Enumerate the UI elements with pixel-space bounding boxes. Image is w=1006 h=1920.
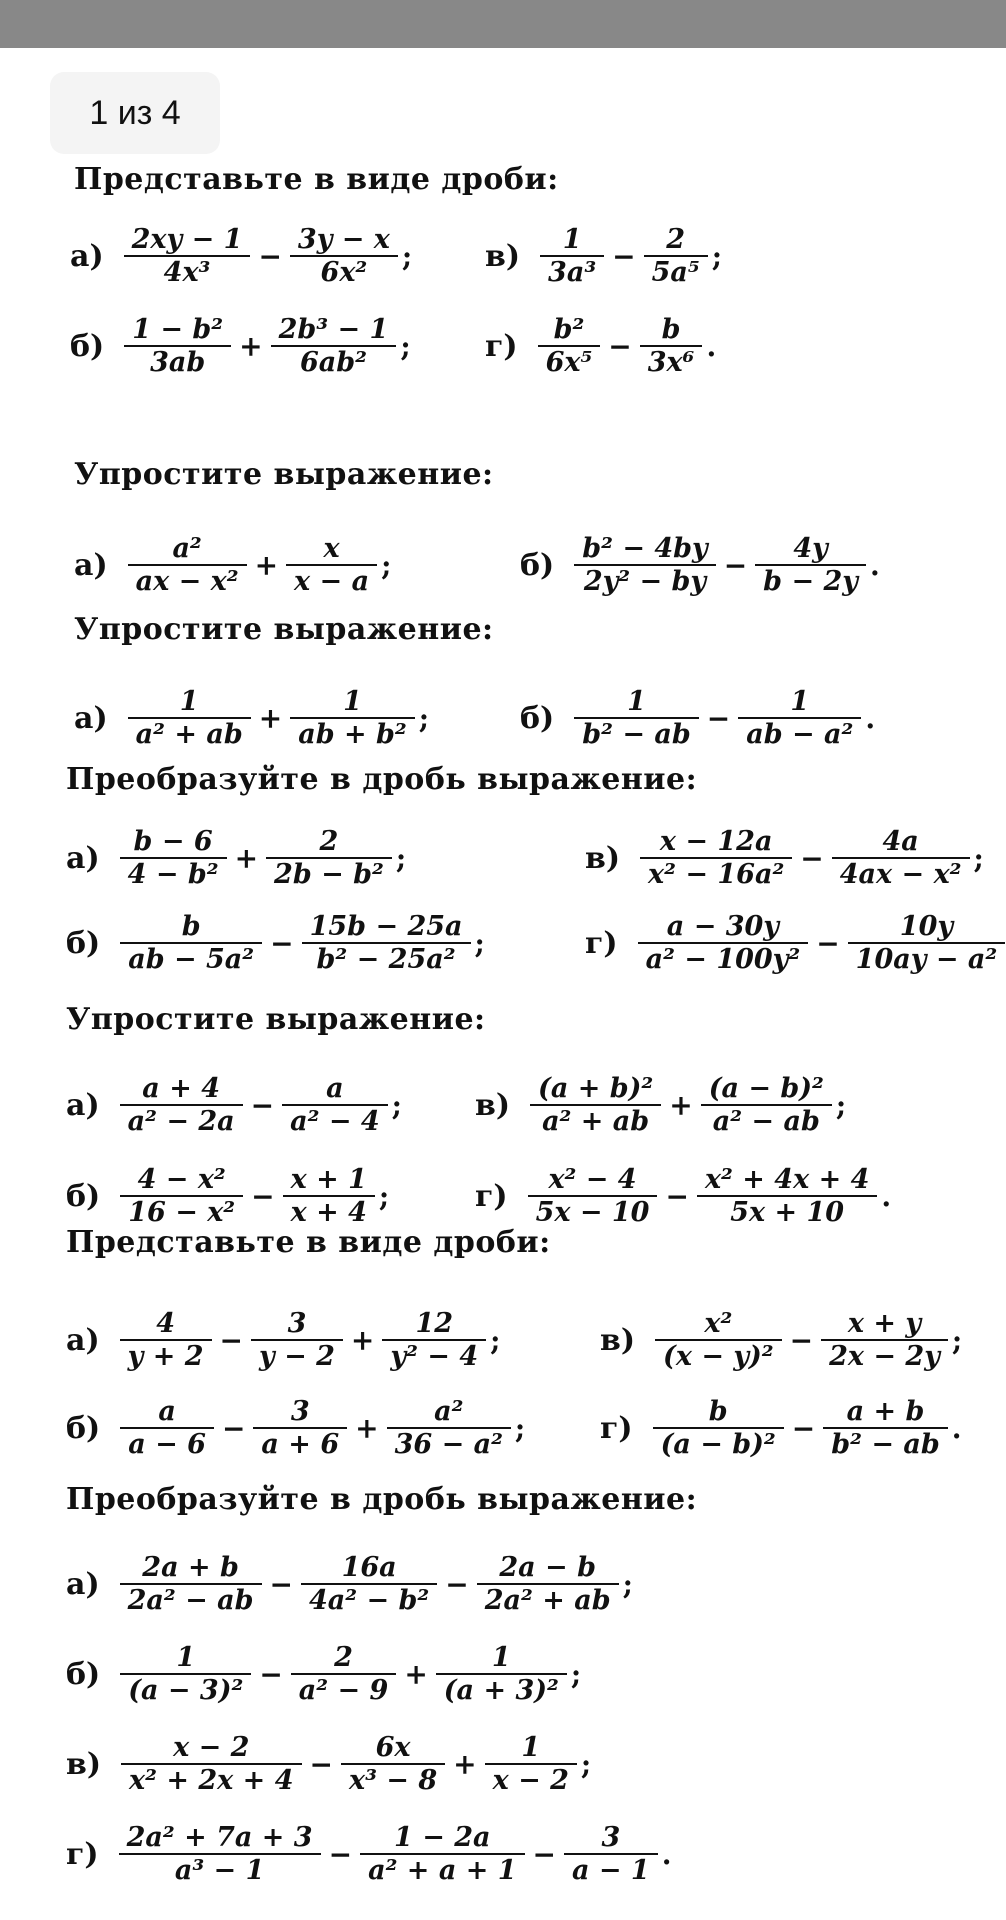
fraction [655, 1308, 782, 1372]
fraction [290, 224, 398, 288]
operator-sign: − [612, 239, 636, 273]
operator-sign: − [791, 1411, 816, 1445]
fraction-denominator: b − 2y [763, 566, 858, 598]
fraction [821, 1308, 948, 1372]
section-heading: Упростите выражение: [66, 1002, 486, 1037]
exercise-item [66, 1822, 671, 1886]
fraction [360, 1822, 524, 1886]
section-heading: Представьте в виде дроби: [66, 1225, 551, 1260]
fraction-denominator: b² − ab [831, 1429, 940, 1461]
item-label: г) [66, 1836, 99, 1872]
fraction-denominator: a² + a + 1 [368, 1855, 517, 1887]
fraction [301, 1552, 437, 1616]
fraction-numerator: a² [172, 533, 202, 564]
fraction [302, 911, 471, 975]
fraction-denominator: a² + ab [135, 719, 243, 751]
exercise-item [600, 1396, 961, 1460]
operator-sign: − [608, 329, 632, 363]
fraction-denominator: a² − 100y² [645, 944, 801, 976]
fraction-denominator: 36 − a² [394, 1429, 503, 1461]
fraction-numerator: 2b³ − 1 [278, 314, 389, 345]
operator-sign: − [258, 239, 282, 273]
fraction-denominator: 2a² − ab [127, 1585, 254, 1617]
fraction [528, 1164, 658, 1228]
item-label: а) [74, 547, 108, 583]
end-punctuation: ; [622, 1567, 633, 1601]
fraction-denominator: ab − a² [746, 719, 854, 751]
fraction [755, 533, 866, 597]
fraction-denominator: x² + 2x + 4 [129, 1765, 294, 1797]
fraction [124, 314, 231, 378]
exercise-item [585, 826, 984, 890]
item-label: а) [74, 700, 108, 736]
fraction [574, 533, 715, 597]
end-punctuation: ; [711, 239, 723, 273]
operator-sign: − [259, 1657, 283, 1691]
item-label: б) [66, 925, 101, 961]
operator-sign: − [665, 1179, 689, 1213]
fraction-denominator: 4ax − x² [839, 859, 962, 891]
fraction-denominator: a + 6 [261, 1429, 340, 1461]
fraction-denominator: x − a [294, 566, 370, 598]
fraction [574, 686, 699, 750]
operator-sign: − [532, 1837, 556, 1871]
fraction-denominator: (a − 3)² [128, 1675, 244, 1707]
exercise-item [520, 533, 880, 597]
fraction-numerator: 16a [341, 1552, 397, 1583]
item-label: а) [66, 840, 100, 876]
fraction-numerator: x [323, 533, 340, 564]
fraction-numerator: 1 [179, 686, 199, 717]
item-label: в) [485, 238, 521, 274]
end-punctuation: ; [391, 1088, 403, 1122]
fraction [832, 826, 970, 890]
fraction [128, 533, 247, 597]
exercise-item [70, 314, 411, 378]
end-punctuation: ; [378, 1179, 390, 1213]
item-label: б) [66, 1656, 101, 1692]
operator-sign: + [258, 701, 283, 735]
operator-sign: − [251, 1179, 275, 1213]
fraction-numerator: 1 [176, 1642, 196, 1673]
fraction-numerator: 3 [601, 1822, 621, 1853]
fraction-denominator: x − 2 [492, 1765, 569, 1797]
end-punctuation: ; [400, 329, 411, 363]
fraction-numerator: 1 [491, 1642, 511, 1673]
section-heading: Упростите выражение: [74, 457, 494, 492]
fraction-denominator: 4 − b² [127, 859, 219, 891]
fraction-numerator: b [708, 1396, 728, 1427]
fraction [485, 1732, 577, 1796]
fraction-numerator: x − 12a [659, 826, 773, 857]
fraction [253, 1396, 347, 1460]
item-label: г) [485, 328, 518, 364]
operator-sign: − [723, 548, 748, 582]
fraction-numerator: 1 − 2a [394, 1822, 491, 1853]
fraction-denominator: 2a² + ab [484, 1585, 611, 1617]
fraction-denominator: 6x² [320, 257, 368, 289]
fraction-numerator: 1 − b² [132, 314, 224, 345]
page-indicator: 1 из 4 [50, 72, 220, 154]
fraction [120, 1396, 214, 1460]
fraction [341, 1732, 445, 1796]
item-label: а) [66, 1087, 100, 1123]
exercise-item [74, 686, 429, 750]
fraction [738, 686, 861, 750]
operator-sign: + [239, 329, 263, 363]
exercise-item [66, 1552, 633, 1616]
fraction-denominator: 5x + 10 [730, 1197, 845, 1229]
exercise-item [520, 686, 875, 750]
operator-sign: − [328, 1837, 353, 1871]
fraction-denominator: (x − y)² [663, 1341, 774, 1373]
fraction-numerator: 12 [415, 1308, 454, 1339]
fraction-denominator: 4x³ [163, 257, 211, 289]
fraction [701, 1073, 832, 1137]
fraction-numerator: x² + 4x + 4 [704, 1164, 870, 1195]
operator-sign: − [250, 1088, 275, 1122]
fraction-denominator: 6ab² [299, 347, 367, 379]
section-heading: Упростите выражение: [74, 612, 494, 647]
fraction-numerator: 3 [290, 1396, 310, 1427]
operator-sign: − [800, 841, 824, 875]
fraction-numerator: 1 [627, 686, 646, 717]
fraction [282, 1073, 388, 1137]
operator-sign: − [789, 1323, 814, 1357]
fraction [271, 314, 397, 378]
fraction-denominator: 2y² − by [583, 566, 707, 598]
fraction [251, 1308, 343, 1372]
exercise-item [70, 224, 412, 288]
fraction-numerator: 2a² + 7a + 3 [126, 1822, 313, 1853]
item-label: г) [600, 1410, 633, 1446]
fraction-numerator: b² [553, 314, 585, 345]
section-heading: Преобразуйте в дробь выражение: [66, 1482, 698, 1517]
item-label: б) [66, 1410, 101, 1446]
exercise-item [485, 314, 716, 378]
exercise-item [66, 911, 485, 975]
fraction-numerator: 2 [319, 826, 339, 857]
operator-sign: − [309, 1747, 333, 1781]
fraction-denominator: y − 2 [259, 1341, 335, 1373]
fraction-numerator: b − 6 [133, 826, 213, 857]
fraction-numerator: 1 [343, 686, 362, 717]
operator-sign: − [270, 926, 294, 960]
fraction-numerator: 1 [790, 686, 810, 717]
end-punctuation: . [865, 701, 876, 735]
fraction-denominator: a³ − 1 [174, 1855, 265, 1887]
fraction-numerator: b² − 4by [582, 533, 708, 564]
fraction-denominator: (a + 3)² [443, 1675, 559, 1707]
item-label: г) [475, 1178, 508, 1214]
end-punctuation: ; [401, 239, 413, 273]
item-label: а) [66, 1566, 100, 1602]
fraction [290, 686, 415, 750]
end-punctuation: . [661, 1837, 672, 1871]
fraction-denominator: 5a⁵ [651, 257, 700, 289]
end-punctuation: ; [835, 1088, 847, 1122]
item-label: г) [585, 925, 618, 961]
item-label: а) [66, 1322, 100, 1358]
fraction [128, 686, 251, 750]
exercise-item [475, 1073, 846, 1137]
fraction-denominator: a² − 4 [290, 1106, 380, 1138]
fraction-denominator: x³ − 8 [348, 1765, 438, 1797]
fraction [477, 1552, 619, 1616]
fraction-numerator: x + y [847, 1308, 922, 1339]
fraction [283, 1164, 375, 1228]
item-label: б) [520, 547, 555, 583]
fraction-numerator: 4 [156, 1308, 175, 1339]
fraction [823, 1396, 948, 1460]
item-label: в) [585, 840, 621, 876]
fraction-numerator: 2xy − 1 [131, 224, 243, 255]
fraction [291, 1642, 397, 1706]
exercise-item [66, 1642, 581, 1706]
fraction [564, 1822, 658, 1886]
fraction [640, 314, 703, 378]
fraction [697, 1164, 877, 1228]
end-punctuation: ; [514, 1411, 526, 1445]
item-label: б) [66, 1178, 101, 1214]
fraction-numerator: 1 [562, 224, 582, 255]
fraction-denominator: 16 − x² [128, 1197, 236, 1229]
fraction-denominator: 4a² − b² [309, 1585, 430, 1617]
exercise-item [66, 1164, 389, 1228]
fraction-denominator: a² − 2a [127, 1106, 235, 1138]
end-punctuation: ; [973, 841, 984, 875]
fraction-numerator: x + 1 [290, 1164, 367, 1195]
operator-sign: + [234, 841, 259, 875]
end-punctuation: ; [381, 548, 392, 582]
fraction-numerator: 3 [287, 1308, 307, 1339]
fraction [530, 1073, 661, 1137]
fraction [387, 1396, 511, 1460]
fraction [538, 314, 601, 378]
operator-sign: + [669, 1088, 693, 1122]
fraction [120, 1073, 243, 1137]
fraction [120, 1642, 251, 1706]
fraction [653, 1396, 784, 1460]
exercise-item [585, 911, 1006, 975]
item-label: в) [600, 1322, 636, 1358]
fraction [540, 224, 604, 288]
fraction [848, 911, 1006, 975]
end-punctuation: . [706, 329, 717, 363]
fraction-denominator: 3x⁶ [647, 347, 695, 379]
end-punctuation: ; [395, 841, 407, 875]
fraction-denominator: ab + b² [298, 719, 407, 751]
operator-sign: + [355, 1411, 379, 1445]
operator-sign: + [350, 1323, 375, 1357]
fraction-numerator: a + b [846, 1396, 925, 1427]
fraction-denominator: a² − 9 [298, 1675, 389, 1707]
fraction [124, 224, 251, 288]
fraction-numerator: 4 − x² [137, 1164, 226, 1195]
fraction-numerator: 6x [375, 1732, 411, 1763]
operator-sign: − [816, 926, 840, 960]
fraction [644, 224, 708, 288]
end-punctuation: ; [418, 701, 430, 735]
fraction-numerator: 2a + b [142, 1552, 239, 1583]
operator-sign: − [706, 701, 731, 735]
operator-sign: − [445, 1567, 469, 1601]
fraction-numerator: a² [434, 1396, 464, 1427]
exercise-item [74, 533, 391, 597]
fraction-numerator: 2 [666, 224, 686, 255]
section-heading: Представьте в виде дроби: [74, 162, 559, 197]
end-punctuation: . [881, 1179, 892, 1213]
fraction-numerator: 3y − x [297, 224, 390, 255]
fraction-denominator: a − 1 [572, 1855, 650, 1887]
fraction-denominator: y + 2 [127, 1341, 204, 1373]
fraction-numerator: 2a − b [499, 1552, 596, 1583]
operator-sign: + [404, 1657, 428, 1691]
fraction-numerator: b [661, 314, 681, 345]
item-label: б) [520, 700, 555, 736]
end-punctuation: ; [474, 926, 485, 960]
fraction [120, 1164, 243, 1228]
operator-sign: − [221, 1411, 246, 1445]
top-toolbar [0, 0, 1006, 48]
exercise-item [66, 826, 406, 890]
fraction [640, 826, 792, 890]
fraction-denominator: (a − b)² [660, 1429, 776, 1461]
end-punctuation: ; [951, 1323, 963, 1357]
fraction-numerator: a [158, 1396, 176, 1427]
fraction-denominator: a − 6 [128, 1429, 206, 1461]
exercise-item [66, 1073, 402, 1137]
end-punctuation: ; [580, 1747, 592, 1781]
fraction-denominator: b² − 25a² [316, 944, 456, 976]
exercise-item [485, 224, 722, 288]
fraction [266, 826, 392, 890]
end-punctuation: . [869, 548, 880, 582]
fraction-denominator: 2b − b² [274, 859, 384, 891]
fraction-numerator: 2 [334, 1642, 353, 1673]
operator-sign: − [269, 1567, 294, 1601]
fraction-denominator: 3ab [150, 347, 206, 379]
fraction-numerator: (a + b)² [538, 1073, 654, 1104]
fraction [382, 1308, 486, 1372]
operator-sign: + [254, 548, 279, 582]
fraction-numerator: 4y [793, 533, 828, 564]
item-label: а) [70, 238, 104, 274]
section-heading: Преобразуйте в дробь выражение: [66, 762, 698, 797]
fraction-numerator: x² − 4 [548, 1164, 637, 1195]
fraction-numerator: 1 [521, 1732, 541, 1763]
fraction-numerator: 4a [882, 826, 919, 857]
exercise-item [66, 1732, 591, 1796]
fraction [120, 1308, 212, 1372]
fraction-numerator: b [181, 911, 201, 942]
fraction-numerator: (a − b)² [708, 1073, 824, 1104]
fraction-denominator: y² − 4 [390, 1341, 479, 1373]
fraction [436, 1642, 567, 1706]
exercise-item [66, 1396, 525, 1460]
fraction [119, 1822, 321, 1886]
fraction-denominator: b² − ab [582, 719, 691, 751]
fraction-numerator: 15b − 25a [309, 911, 463, 942]
fraction-numerator: 10y [899, 911, 954, 942]
fraction [286, 533, 377, 597]
fraction-denominator: x + 4 [290, 1197, 367, 1229]
fraction [121, 1732, 301, 1796]
fraction-denominator: 3a³ [548, 257, 597, 289]
fraction-denominator: x² − 16a² [648, 859, 785, 891]
fraction-denominator: 6x⁵ [545, 347, 593, 379]
exercise-item [600, 1308, 962, 1372]
fraction-numerator: a + 4 [142, 1073, 221, 1104]
fraction-denominator: 5x − 10 [535, 1197, 650, 1229]
operator-sign: − [219, 1323, 244, 1357]
fraction-denominator: a² + ab [542, 1106, 650, 1138]
item-label: в) [66, 1746, 102, 1782]
fraction [120, 1552, 262, 1616]
end-punctuation: ; [570, 1657, 582, 1691]
fraction-denominator: 2x − 2y [829, 1341, 940, 1373]
fraction [638, 911, 809, 975]
operator-sign: + [453, 1747, 477, 1781]
exercise-item [66, 1308, 500, 1372]
item-label: б) [70, 328, 105, 364]
fraction-numerator: a − 30y [666, 911, 779, 942]
fraction-numerator: a [326, 1073, 344, 1104]
fraction [120, 911, 262, 975]
fraction-denominator: ab − 5a² [128, 944, 255, 976]
end-punctuation: ; [490, 1323, 501, 1357]
fraction-denominator: ax − x² [135, 566, 239, 598]
fraction-numerator: x² [704, 1308, 733, 1339]
fraction-denominator: a² − ab [712, 1106, 820, 1138]
exercise-item [475, 1164, 891, 1228]
fraction-numerator: x − 2 [173, 1732, 250, 1763]
fraction [120, 826, 227, 890]
item-label: в) [475, 1087, 511, 1123]
end-punctuation: . [951, 1411, 962, 1445]
fraction-denominator: 10ay − a² [855, 944, 998, 976]
